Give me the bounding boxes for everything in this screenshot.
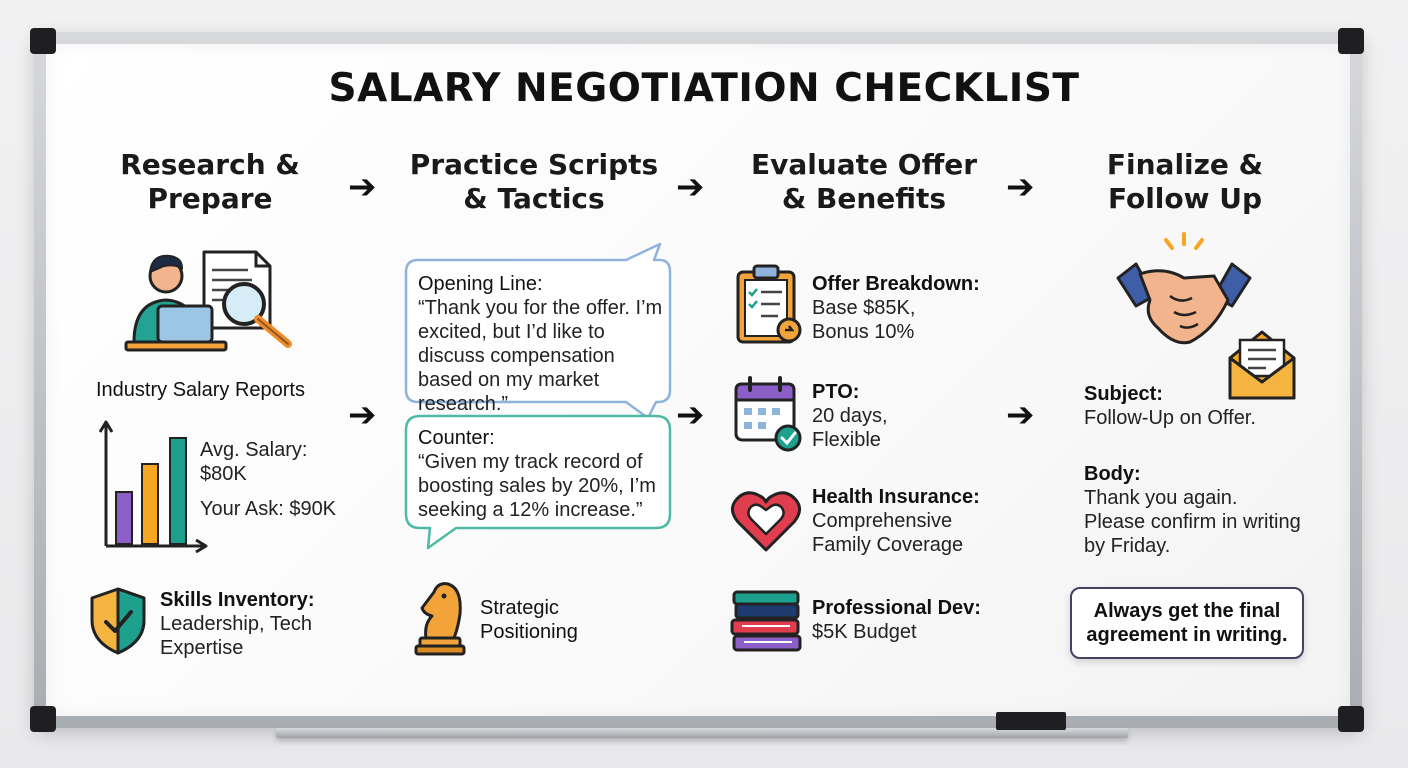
arrow-right-icon: ➔	[1006, 167, 1035, 207]
your-ask-label: Your Ask: $90K	[200, 498, 337, 520]
avg-salary-label: Avg. Salary: $80K	[200, 439, 308, 485]
body-text: Thank you again. Please confirm in writing by Friday.	[1084, 487, 1301, 557]
counter-text: “Given my track record of boosting sales by 20%, I’m seeking a 12% increase.”	[418, 451, 656, 521]
subject-label: Subject:	[1084, 383, 1163, 405]
column-heading-research: Research & Prepare	[120, 148, 300, 215]
pto-label: PTO:	[812, 381, 860, 403]
arrow-right-icon: ➔	[348, 395, 377, 435]
salary-bar-chart	[96, 420, 212, 554]
pto-text: 20 days, Flexible	[812, 405, 888, 451]
envelope-icon	[1226, 328, 1298, 404]
opening-line-text: “Thank you for the offer. I’m excited, but I’d like to discuss compensation based on my market research.”	[418, 297, 663, 415]
column-heading-finalize: Finalize & Follow Up	[1106, 148, 1264, 215]
eraser	[996, 712, 1066, 730]
callout-text: Always get the final agreement in writing.	[1086, 600, 1288, 646]
frame-corner	[30, 28, 56, 54]
body-label: Body:	[1084, 463, 1141, 485]
page-title: SALARY NEGOTIATION CHECKLIST	[328, 66, 1080, 111]
frame-corner	[30, 706, 56, 732]
offer-breakdown-text: Base $85K, Bonus 10%	[812, 297, 916, 343]
arrow-right-icon: ➔	[348, 167, 377, 207]
frame-corner	[1338, 28, 1364, 54]
counter-bubble	[418, 426, 668, 522]
calendar-icon	[732, 376, 804, 452]
counter-label: Counter:	[418, 427, 495, 449]
health-insurance-text: Comprehensive Family Coverage	[812, 510, 964, 556]
professional-dev-label: Professional Dev:	[812, 597, 981, 619]
opening-line-bubble	[418, 272, 668, 416]
written-agreement-callout	[1070, 587, 1304, 659]
clipboard-icon	[734, 262, 804, 346]
subject-text: Follow-Up on Offer.	[1084, 407, 1256, 429]
health-insurance-label: Health Insurance:	[812, 486, 980, 508]
column-heading-practice: Practice Scripts & Tactics	[409, 148, 659, 215]
strategic-positioning-label: Strategic Positioning	[480, 597, 578, 643]
bar-purple	[116, 492, 132, 544]
shield-check-icon	[88, 586, 148, 656]
column-heading-evaluate: Evaluate Offer & Benefits	[750, 148, 978, 215]
opening-line-label: Opening Line:	[418, 273, 543, 295]
chess-knight-icon	[410, 578, 470, 658]
industry-salary-reports-label: Industry Salary Reports	[96, 379, 305, 401]
researcher-laptop-icon	[122, 246, 298, 356]
arrow-right-icon: ➔	[1006, 395, 1035, 435]
books-icon	[728, 590, 804, 654]
bar-orange	[142, 464, 158, 544]
professional-dev-text: $5K Budget	[812, 621, 917, 643]
heart-icon	[730, 488, 802, 554]
offer-breakdown-label: Offer Breakdown:	[812, 273, 980, 295]
frame-corner	[1338, 706, 1364, 732]
arrow-right-icon: ➔	[676, 395, 705, 435]
skills-inventory-text: Leadership, Tech Expertise	[160, 613, 312, 659]
arrow-right-icon: ➔	[676, 167, 705, 207]
skills-inventory-label: Skills Inventory:	[160, 589, 315, 611]
bar-teal	[170, 438, 186, 544]
